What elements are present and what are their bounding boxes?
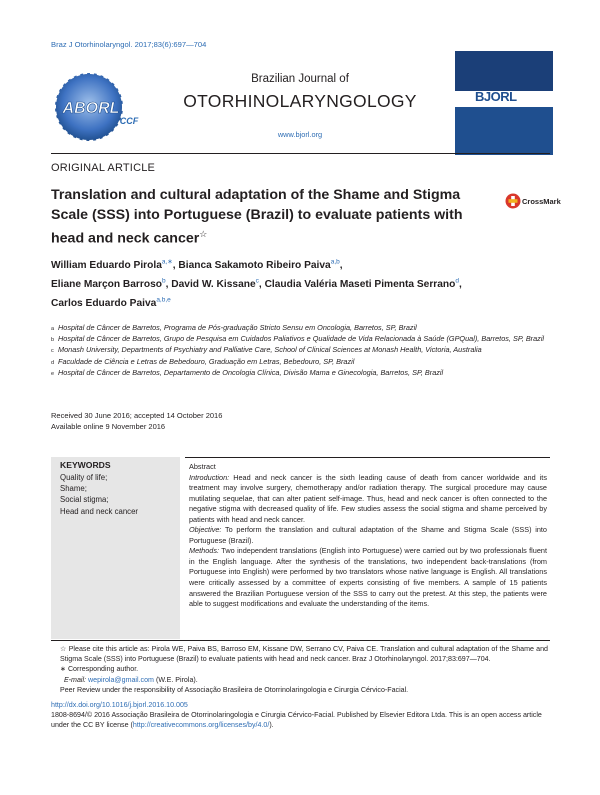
license-statement: 1808-8694/© 2016 Associação Brasileira de Otorrinolaringologia e Cirurgia Cérvico-Facial. Published by Elsevier Editora Ltda. This is an open access article under the CC BY license (http://creativecommons.org/licenses/by/4.0/).	[51, 711, 542, 730]
email-footnote: E-mail: wepirola@gmail.com (W.E. Pirola).	[63, 675, 198, 684]
doi-link[interactable]: http://dx.doi.org/10.1016/j.bjorl.2016.10.005	[51, 701, 188, 709]
footnote-divider	[51, 640, 550, 641]
article-type: ORIGINAL ARTICLE	[51, 162, 156, 174]
abstract-introduction: Introduction: Head and neck cancer is the sixth leading cause of death from cancer worldwide and its treatment may involve surgery, chemotherapy and/or radiation therapy. The surgical procedure may cause mutilating sequelae, that can alter patient self-image. Thus, head and neck cancer is often connected to the negative stigma with decreased quality of life. Few studies assess the social stigma and shame perceived by patients with head and neck cancer.	[189, 472, 547, 524]
author: Claudia Valéria Maseti Pimenta Serrano$^d$,	[264, 277, 462, 291]
cover-band	[455, 51, 553, 91]
aborl-logo-text: ABORL	[62, 100, 120, 117]
title-footnote-mark[interactable]: ☆	[199, 229, 208, 239]
keyword: Shame;	[60, 484, 87, 494]
affiliation-list	[51, 323, 551, 379]
abstract	[189, 462, 547, 610]
email-link[interactable]: wepirola@gmail.com	[88, 675, 154, 684]
keyword: Social stigma;	[60, 495, 109, 505]
article-footer	[51, 700, 550, 731]
keywords-heading: KEYWORDS	[60, 460, 111, 470]
abstract-heading: Abstract	[189, 462, 216, 471]
author: David W. Kissane$^c$,	[171, 277, 265, 291]
affiliation: e Hospital de Câncer de Barretos, Departamento de Oncologia Clínica, Divisão Mama e Ginecologia, Barretos, SP, Brazil	[51, 367, 444, 377]
abstract-methods: Methods: Two independent translations (English into Portuguese) were carried out by two professionals fluent in the English language. After the synthesis of the translations, two independent back-translations (from Portuguese into English) were performed by two translators whose native language is English. All translations were critically assessed by a committee of experts consisting of five members. A sample of 15 patients answered the Brazilian Portuguese version of the SSS to carry out the pretest. At this step, the patients were able to suggest modifications and evaluate the understanding of the items.	[189, 546, 547, 609]
author: Bianca Sakamoto Ribeiro Paiva$^{a,b}$,	[178, 259, 343, 272]
footnotes	[51, 644, 548, 695]
available-date: Available online 9 November 2016	[51, 422, 166, 431]
aborl-logo-subtext: CCF	[119, 116, 139, 126]
citation-footnote: ☆ Please cite this article as: Pirola WE, Paiva BS, Barroso EM, Kissane DW, Serrano CV, Paiva CE. Translation and cultural adaptation of the Shame and Stigma Scale (SSS) into Portuguese (Brazil) to evaluate patients with head and neck cancer. Braz J Otorhinolaryngol. 2017;83:697—704.	[60, 645, 548, 664]
article-title	[51, 186, 471, 249]
journal-cover	[455, 51, 553, 155]
crossmark-label: CrossMark	[522, 197, 561, 206]
header-divider	[51, 153, 550, 154]
journal-title: OTORHINOLARYNGOLOGY	[183, 91, 417, 111]
affiliation: c Monash University, Departments of Psychiatry and Palliative Care, School of Clinical Sciences at Monash Health, Victoria, Australia	[51, 345, 482, 355]
author: William Eduardo Pirola$^{a,∗}$,	[51, 259, 179, 272]
abstract-objective: Objective: To perform the translation and cultural adaptation of the Shame and Stigma Scale (SSS) into Portuguese (Brazil).	[189, 525, 547, 545]
peer-review-footnote: Peer Review under the responsibility of Associação Brasileira de Otorrinolaringologia e Cirurgia Cérvico-Facial.	[60, 685, 409, 694]
author-list	[51, 255, 551, 312]
journal-url[interactable]: www.bjorl.org	[277, 130, 323, 139]
keyword: Quality of life;	[60, 473, 108, 482]
cover-title: BJORL	[475, 89, 517, 104]
keyword: Head and neck cancer	[60, 506, 139, 516]
crossmark-badge[interactable]	[505, 192, 561, 210]
author: Carlos Eduardo Paiva$^{a,b,e}$	[51, 296, 171, 310]
article-dates	[51, 410, 222, 432]
affiliation: d Faculdade de Ciência e Letras de Bebedouro, Graduação em Letras, Bebedouro, SP, Brazil	[51, 356, 355, 366]
article-title-text: Translation and cultural adaptation of the Shame and Stigma Scale (SSS) into Portuguese (Brazil) to evaluate patients with head and neck cancer	[51, 187, 463, 247]
license-link[interactable]: http://creativecommons.org/licenses/by/4.0/	[132, 721, 270, 730]
journal-subtitle: Brazilian Journal of	[251, 73, 349, 85]
corresponding-footnote: ∗ Corresponding author.	[60, 665, 139, 674]
affiliation: b Hospital de Câncer de Barretos, Grupo de Pesquisa em Cuidados Paliativos e Qualidade de Vida Relacionada à Saúde (GPQual), Barretos, SP, Brazil	[51, 334, 545, 344]
affiliation: a Hospital de Câncer de Barretos, Programa de Pós-graduação Stricto Sensu em Oncologia, Barretos, SP, Brazil	[51, 323, 417, 332]
keywords-list	[60, 472, 138, 517]
author: Eliane Marçon Barroso$^b$,	[51, 277, 172, 291]
received-date: Received 30 June 2016; accepted 14 October 2016	[51, 411, 223, 420]
abstract-top-rule	[185, 457, 550, 458]
journal-citation: Braz J Otorhinolaryngol. 2017;83(6):697—704	[51, 40, 207, 49]
